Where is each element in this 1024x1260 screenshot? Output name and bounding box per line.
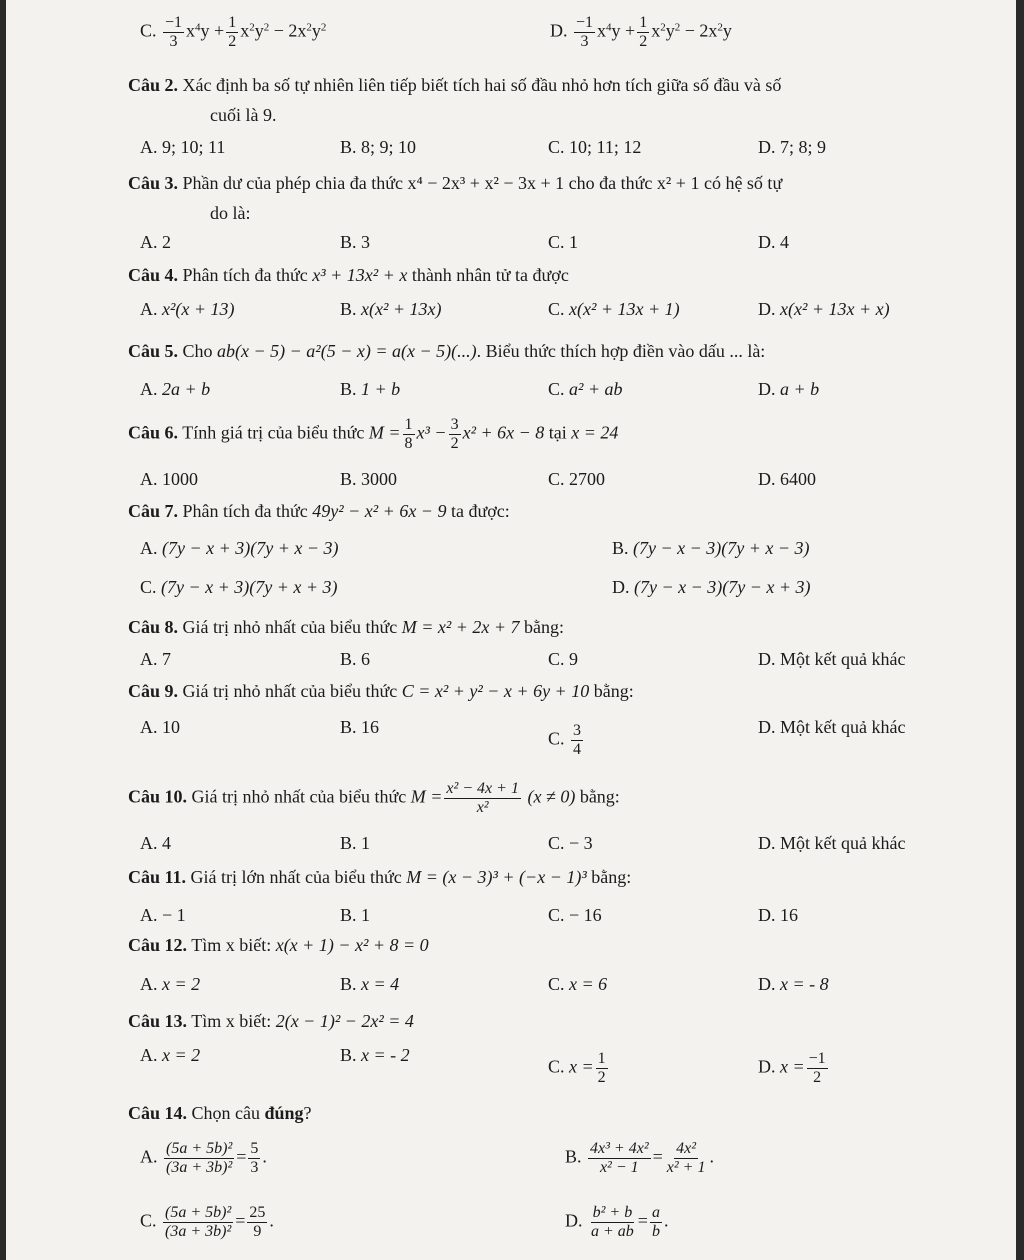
q12-option-b: B. x = 4 [340, 974, 400, 994]
question-4: Câu 4. Phân tích đa thức x³ + 13x² + x thành nhân tử ta được [128, 265, 569, 285]
q4-option-b: B. x(x² + 13x) [340, 299, 442, 319]
q5-option-a: A. 2a + b [140, 379, 211, 399]
q10-option-c: C. − 3 [548, 833, 593, 853]
q4-option-c: C. x(x² + 13x + 1) [548, 299, 680, 319]
q3-option-a: A. 2 [140, 232, 171, 252]
q6-option-b: B. 3000 [340, 469, 398, 489]
q7-option-a: A. (7y − x + 3)(7y + x − 3) [140, 538, 339, 558]
q11-option-b: B. 1 [340, 905, 371, 925]
q14-option-d: D. $\frac{\text{b² + b}}{a + ab}$ = $\frac{a}{b}$ . [565, 1204, 669, 1240]
q7-option-b: B. (7y − x − 3)(7y + x − 3) [612, 538, 810, 558]
q8-option-b: B. 6 [340, 649, 371, 669]
question-13: Câu 13. Tìm x biết: 2(x − 1)² − 2x² = 4 [128, 1011, 414, 1031]
question-14: Câu 14. Chọn câu đúng? [128, 1103, 312, 1123]
question-6: Câu 6. Tính giá trị của biểu thức M = $\frac{1}{8}$ x³ − $\frac{3}{2}$ x² + 6x − 8 tại x = 24 [128, 416, 619, 452]
q12-option-a: A. x = 2 [140, 974, 201, 994]
q9-option-d: D. Một kết quả khác [758, 717, 906, 737]
q10-option-b: B. 1 [340, 833, 371, 853]
q14-option-b: B. $\frac{\text{4x³ + 4x²}}{\text{x² − 1}}$ = $\frac{\text{4x²}}{\text{x² + 1}}$ . [565, 1140, 714, 1176]
q13-option-c: C. x = $\frac{1}{2}$ [548, 1050, 606, 1086]
q2-option-b: B. 8; 9; 10 [340, 137, 417, 157]
q6-option-d: D. 6400 [758, 469, 816, 489]
top-option-d: D. $\frac{-1}{3}$ $x^4y$ + $\frac{1}{2}$ $x^2y^2 - 2x^2y$ [550, 14, 732, 50]
q10-option-d: D. Một kết quả khác [758, 833, 906, 853]
q4-option-d: D. x(x² + 13x + x) [758, 299, 890, 319]
q12-option-d: D. x = - 8 [758, 974, 829, 994]
q14-option-a: A. $\frac{\text{(5a + 5b)²}}{\text{(3a + 3b)²}}$ = $\frac{5}{3}$ . [140, 1140, 267, 1176]
question-11: Câu 11. Giá trị lớn nhất của biểu thức M = (x − 3)³ + (−x − 1)³ bằng: [128, 867, 632, 887]
q5-option-d: D. a + b [758, 379, 820, 399]
q10-option-a: A. 4 [140, 833, 171, 853]
q14-option-c: C. $\frac{\text{(5a + 5b)²}}{\text{(3a + 3b)²}}$ = $\frac{25}{9}$ . [140, 1204, 274, 1240]
question-10: Câu 10. Giá trị nhỏ nhất của biểu thức M = $\frac{\text{x² − 4x + 1}}{\text{x²}}$ (x ≠ 0) bằng: [128, 780, 620, 816]
q11-option-a: A. − 1 [140, 905, 186, 925]
q2-option-a: A. 9; 10; 11 [140, 137, 226, 157]
q8-option-a: A. 7 [140, 649, 171, 669]
q13-option-a: A. x = 2 [140, 1045, 201, 1065]
q7-option-c: C. (7y − x + 3)(7y + x + 3) [140, 577, 338, 597]
q9-option-a: A. 10 [140, 717, 180, 737]
top-option-c: C. $\frac{-1}{3}$ $x^4y$ + $\frac{1}{2}$ $x^2y^2 - 2x^2y^2$ [140, 14, 327, 50]
q13-option-d: D. x = $\frac{-1}{2}$ [758, 1050, 826, 1086]
q5-option-c: C. a² + ab [548, 379, 623, 399]
question-9: Câu 9. Giá trị nhỏ nhất của biểu thức C = x² + y² − x + 6y + 10 bằng: [128, 681, 634, 701]
question-3: Câu 3. Phần dư của phép chia đa thức x⁴ − 2x³ + x² − 3x + 1 cho đa thức x² + 1 có hệ số tự [128, 173, 783, 193]
question-8: Câu 8. Giá trị nhỏ nhất của biểu thức M = x² + 2x + 7 bằng: [128, 617, 565, 637]
q8-option-d: D. Một kết quả khác [758, 649, 906, 669]
right-border [1016, 0, 1024, 1260]
q9-option-b: B. 16 [340, 717, 380, 737]
q11-option-c: C. − 16 [548, 905, 602, 925]
question-2: Câu 2. Xác định ba số tự nhiên liên tiếp biết tích hai số đầu nhỏ hơn tích giữa số đầu và số [128, 75, 782, 95]
q12-option-c: C. x = 6 [548, 974, 608, 994]
question-5: Câu 5. Cho ab(x − 5) − a²(5 − x) = a(x − 5)(...). Biểu thức thích hợp điền vào dấu ... là: [128, 341, 766, 361]
q9-option-c: C. $\frac{3}{4}$ [548, 722, 582, 758]
q7-option-d: D. (7y − x − 3)(7y − x + 3) [612, 577, 811, 597]
q4-option-a: A. x²(x + 13) [140, 299, 235, 319]
q2-option-c: C. 10; 11; 12 [548, 137, 642, 157]
question-2-cont: cuối là 9. [210, 105, 277, 125]
q8-option-c: C. 9 [548, 649, 579, 669]
question-3-cont: do là: [210, 203, 251, 223]
q2-option-d: D. 7; 8; 9 [758, 137, 827, 157]
q3-option-b: B. 3 [340, 232, 371, 252]
q6-option-c: C. 2700 [548, 469, 606, 489]
q3-option-c: C. 1 [548, 232, 579, 252]
question-7: Câu 7. Phân tích đa thức 49y² − x² + 6x − 9 ta được: [128, 501, 510, 521]
q11-option-d: D. 16 [758, 905, 798, 925]
q6-option-a: A. 1000 [140, 469, 198, 489]
q13-option-b: B. x = - 2 [340, 1045, 410, 1065]
q3-option-d: D. 4 [758, 232, 789, 252]
left-border [0, 0, 6, 1260]
q5-option-b: B. 1 + b [340, 379, 401, 399]
question-12: Câu 12. Tìm x biết: x(x + 1) − x² + 8 = 0 [128, 935, 429, 955]
